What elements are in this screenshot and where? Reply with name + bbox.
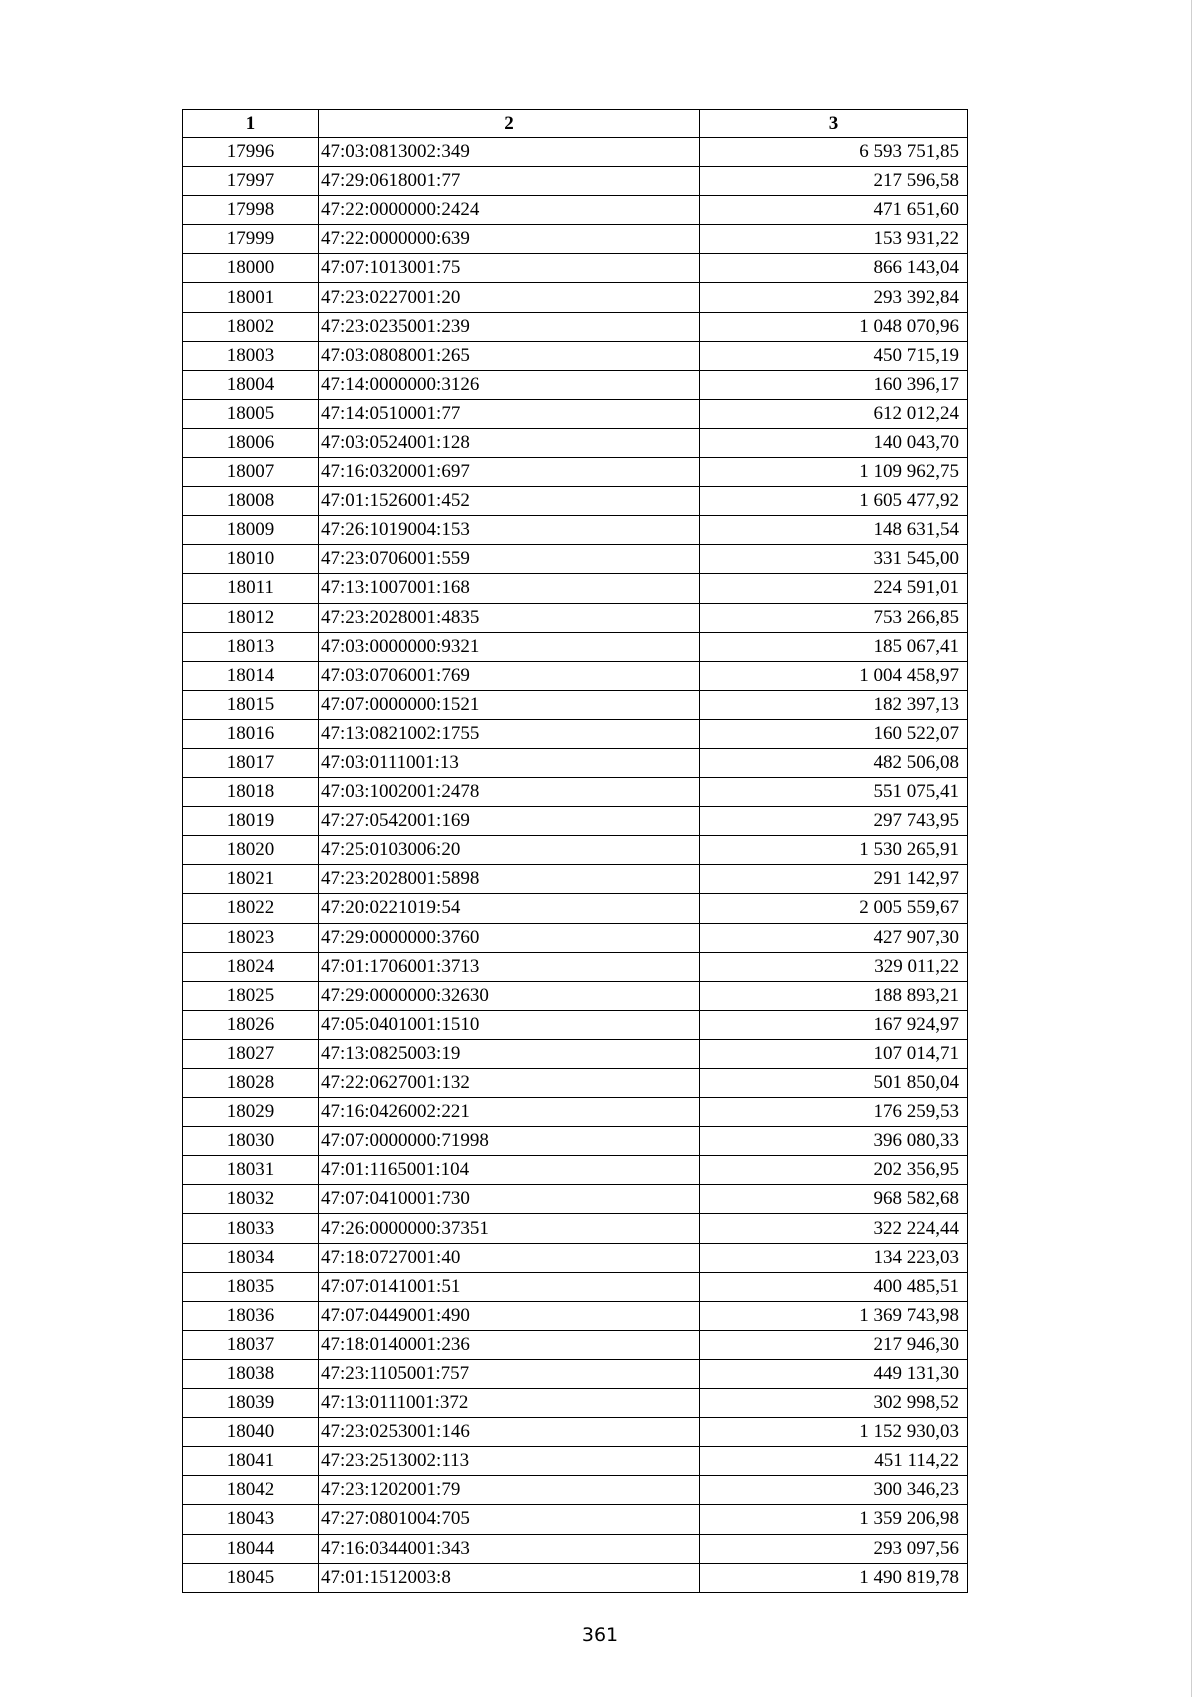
cadastral-number-cell: 47:29:0618001:77 [319,167,700,196]
table-row [183,748,968,777]
cadastral-number-cell: 47:01:1165001:104 [319,1156,700,1185]
value-cell: 293 392,84 [700,283,968,312]
value-cell: 866 143,04 [700,254,968,283]
table-row [183,487,968,516]
value-cell: 107 014,71 [700,1039,968,1068]
cadastral-number-cell: 47:07:0449001:490 [319,1301,700,1330]
value-cell: 1 152 930,03 [700,1418,968,1447]
table-row [183,312,968,341]
row-number-cell: 18043 [183,1505,319,1534]
table-row [183,1359,968,1388]
cadastral-number-cell: 47:03:0524001:128 [319,428,700,457]
table-row [183,1476,968,1505]
table-row [183,138,968,167]
value-cell: 322 224,44 [700,1214,968,1243]
value-cell: 202 356,95 [700,1156,968,1185]
value-cell: 551 075,41 [700,778,968,807]
row-number-cell: 18001 [183,283,319,312]
row-number-cell: 17998 [183,196,319,225]
row-number-cell: 18021 [183,865,319,894]
row-number-cell: 18027 [183,1039,319,1068]
row-number-cell: 18015 [183,690,319,719]
cadastral-number-cell: 47:01:1512003:8 [319,1563,700,1592]
value-cell: 1 490 819,78 [700,1563,968,1592]
table-row [183,1214,968,1243]
value-cell: 1 048 070,96 [700,312,968,341]
row-number-cell: 17997 [183,167,319,196]
column-header-2: 2 [319,110,700,138]
row-number-cell: 18037 [183,1330,319,1359]
table-row [183,1272,968,1301]
cadastral-number-cell: 47:22:0000000:639 [319,225,700,254]
cadastral-number-cell: 47:20:0221019:54 [319,894,700,923]
cadastral-number-cell: 47:03:0706001:769 [319,661,700,690]
row-number-cell: 18012 [183,603,319,632]
cadastral-number-cell: 47:16:0344001:343 [319,1534,700,1563]
table-row [183,1127,968,1156]
table-row [183,545,968,574]
table-row [183,1447,968,1476]
table-row [183,719,968,748]
row-number-cell: 18023 [183,923,319,952]
table-row [183,894,968,923]
value-cell: 217 596,58 [700,167,968,196]
table-header-row [183,110,968,138]
cadastral-number-cell: 47:07:0141001:51 [319,1272,700,1301]
value-cell: 185 067,41 [700,632,968,661]
table-row [183,778,968,807]
value-cell: 753 266,85 [700,603,968,632]
row-number-cell: 18005 [183,399,319,428]
cadastral-number-cell: 47:22:0000000:2424 [319,196,700,225]
cadastral-number-cell: 47:01:1706001:3713 [319,952,700,981]
row-number-cell: 18038 [183,1359,319,1388]
cadastral-number-cell: 47:23:1202001:79 [319,1476,700,1505]
page-edge-divider [1191,0,1192,1697]
value-cell: 450 715,19 [700,341,968,370]
column-header-1: 1 [183,110,319,138]
row-number-cell: 18031 [183,1156,319,1185]
row-number-cell: 17999 [183,225,319,254]
page-number: 361 [581,1624,619,1646]
cadastral-number-cell: 47:16:0426002:221 [319,1098,700,1127]
row-number-cell: 18020 [183,836,319,865]
cadastral-number-cell: 47:05:0401001:1510 [319,1010,700,1039]
table-row [183,981,968,1010]
value-cell: 176 259,53 [700,1098,968,1127]
row-number-cell: 18025 [183,981,319,1010]
value-cell: 331 545,00 [700,545,968,574]
value-cell: 148 631,54 [700,516,968,545]
cadastral-number-cell: 47:23:2028001:5898 [319,865,700,894]
cadastral-number-cell: 47:27:0801004:705 [319,1505,700,1534]
row-number-cell: 18002 [183,312,319,341]
value-cell: 1 369 743,98 [700,1301,968,1330]
value-cell: 134 223,03 [700,1243,968,1272]
value-cell: 188 893,21 [700,981,968,1010]
row-number-cell: 18040 [183,1418,319,1447]
row-number-cell: 18035 [183,1272,319,1301]
value-cell: 501 850,04 [700,1069,968,1098]
value-cell: 968 582,68 [700,1185,968,1214]
cadastral-number-cell: 47:14:0510001:77 [319,399,700,428]
row-number-cell: 18032 [183,1185,319,1214]
value-cell: 449 131,30 [700,1359,968,1388]
row-number-cell: 18041 [183,1447,319,1476]
cadastral-number-cell: 47:03:1002001:2478 [319,778,700,807]
cadastral-number-cell: 47:13:0111001:372 [319,1389,700,1418]
value-cell: 396 080,33 [700,1127,968,1156]
cadastral-number-cell: 47:23:0706001:559 [319,545,700,574]
table-row [183,1069,968,1098]
value-cell: 1 109 962,75 [700,458,968,487]
row-number-cell: 18045 [183,1563,319,1592]
table-row [183,865,968,894]
cadastral-number-cell: 47:07:0000000:71998 [319,1127,700,1156]
cadastral-number-cell: 47:13:0821002:1755 [319,719,700,748]
table-row [183,807,968,836]
table-row [183,1505,968,1534]
row-number-cell: 18006 [183,428,319,457]
cadastral-number-cell: 47:01:1526001:452 [319,487,700,516]
table-row [183,1301,968,1330]
value-cell: 302 998,52 [700,1389,968,1418]
value-cell: 291 142,97 [700,865,968,894]
table-row [183,1534,968,1563]
table-row [183,603,968,632]
table-row [183,1563,968,1592]
cadastral-number-cell: 47:27:0542001:169 [319,807,700,836]
table-row [183,516,968,545]
value-cell: 293 097,56 [700,1534,968,1563]
row-number-cell: 18017 [183,748,319,777]
row-number-cell: 18026 [183,1010,319,1039]
cadastral-number-cell: 47:23:2513002:113 [319,1447,700,1476]
table-row [183,370,968,399]
table-row [183,574,968,603]
value-cell: 1 530 265,91 [700,836,968,865]
row-number-cell: 18004 [183,370,319,399]
table-row [183,196,968,225]
value-cell: 400 485,51 [700,1272,968,1301]
value-cell: 1 605 477,92 [700,487,968,516]
row-number-cell: 18034 [183,1243,319,1272]
table-row [183,399,968,428]
value-cell: 427 907,30 [700,923,968,952]
table-row [183,1418,968,1447]
row-number-cell: 18029 [183,1098,319,1127]
row-number-cell: 18033 [183,1214,319,1243]
value-cell: 612 012,24 [700,399,968,428]
cadastral-number-cell: 47:13:0825003:19 [319,1039,700,1068]
value-cell: 471 651,60 [700,196,968,225]
row-number-cell: 18008 [183,487,319,516]
row-number-cell: 18019 [183,807,319,836]
cadastral-number-cell: 47:29:0000000:32630 [319,981,700,1010]
row-number-cell: 18011 [183,574,319,603]
row-number-cell: 18016 [183,719,319,748]
value-cell: 217 946,30 [700,1330,968,1359]
row-number-cell: 18000 [183,254,319,283]
table-row [183,1243,968,1272]
table-row [183,1098,968,1127]
table-body [183,138,968,1593]
value-cell: 2 005 559,67 [700,894,968,923]
table-row [183,458,968,487]
cadastral-number-cell: 47:14:0000000:3126 [319,370,700,399]
cadastral-number-cell: 47:16:0320001:697 [319,458,700,487]
registry-table [182,109,968,1593]
table-row [183,923,968,952]
row-number-cell: 18044 [183,1534,319,1563]
cadastral-number-cell: 47:03:0000000:9321 [319,632,700,661]
table-row [183,225,968,254]
cadastral-number-cell: 47:23:0235001:239 [319,312,700,341]
value-cell: 1 004 458,97 [700,661,968,690]
cadastral-number-cell: 47:07:1013001:75 [319,254,700,283]
row-number-cell: 18022 [183,894,319,923]
table-row [183,1185,968,1214]
column-header-3: 3 [700,110,968,138]
value-cell: 160 396,17 [700,370,968,399]
table-row [183,283,968,312]
cadastral-number-cell: 47:13:1007001:168 [319,574,700,603]
cadastral-number-cell: 47:07:0000000:1521 [319,690,700,719]
table-row [183,836,968,865]
value-cell: 160 522,07 [700,719,968,748]
cadastral-number-cell: 47:03:0808001:265 [319,341,700,370]
cadastral-number-cell: 47:22:0627001:132 [319,1069,700,1098]
table-row [183,1330,968,1359]
cadastral-number-cell: 47:18:0140001:236 [319,1330,700,1359]
cadastral-number-cell: 47:29:0000000:3760 [319,923,700,952]
row-number-cell: 18007 [183,458,319,487]
value-cell: 182 397,13 [700,690,968,719]
row-number-cell: 18042 [183,1476,319,1505]
table-row [183,341,968,370]
value-cell: 451 114,22 [700,1447,968,1476]
row-number-cell: 18003 [183,341,319,370]
cadastral-number-cell: 47:23:0253001:146 [319,1418,700,1447]
cadastral-number-cell: 47:26:0000000:37351 [319,1214,700,1243]
row-number-cell: 18039 [183,1389,319,1418]
table-row [183,1389,968,1418]
row-number-cell: 18024 [183,952,319,981]
table-row [183,952,968,981]
table-row [183,1156,968,1185]
table-row [183,632,968,661]
value-cell: 300 346,23 [700,1476,968,1505]
cadastral-number-cell: 47:03:0111001:13 [319,748,700,777]
cadastral-number-cell: 47:26:1019004:153 [319,516,700,545]
value-cell: 1 359 206,98 [700,1505,968,1534]
row-number-cell: 17996 [183,138,319,167]
table-row [183,254,968,283]
table-row [183,1039,968,1068]
table-row [183,167,968,196]
cadastral-number-cell: 47:25:0103006:20 [319,836,700,865]
value-cell: 6 593 751,85 [700,138,968,167]
cadastral-number-cell: 47:23:1105001:757 [319,1359,700,1388]
value-cell: 224 591,01 [700,574,968,603]
cadastral-number-cell: 47:07:0410001:730 [319,1185,700,1214]
table-row [183,690,968,719]
cadastral-number-cell: 47:03:0813002:349 [319,138,700,167]
row-number-cell: 18036 [183,1301,319,1330]
cadastral-number-cell: 47:23:0227001:20 [319,283,700,312]
value-cell: 167 924,97 [700,1010,968,1039]
table-row [183,1010,968,1039]
value-cell: 140 043,70 [700,428,968,457]
row-number-cell: 18014 [183,661,319,690]
row-number-cell: 18018 [183,778,319,807]
value-cell: 329 011,22 [700,952,968,981]
value-cell: 482 506,08 [700,748,968,777]
cadastral-number-cell: 47:23:2028001:4835 [319,603,700,632]
table-row [183,661,968,690]
row-number-cell: 18010 [183,545,319,574]
cadastral-number-cell: 47:18:0727001:40 [319,1243,700,1272]
value-cell: 153 931,22 [700,225,968,254]
row-number-cell: 18013 [183,632,319,661]
value-cell: 297 743,95 [700,807,968,836]
row-number-cell: 18030 [183,1127,319,1156]
table-row [183,428,968,457]
row-number-cell: 18028 [183,1069,319,1098]
row-number-cell: 18009 [183,516,319,545]
